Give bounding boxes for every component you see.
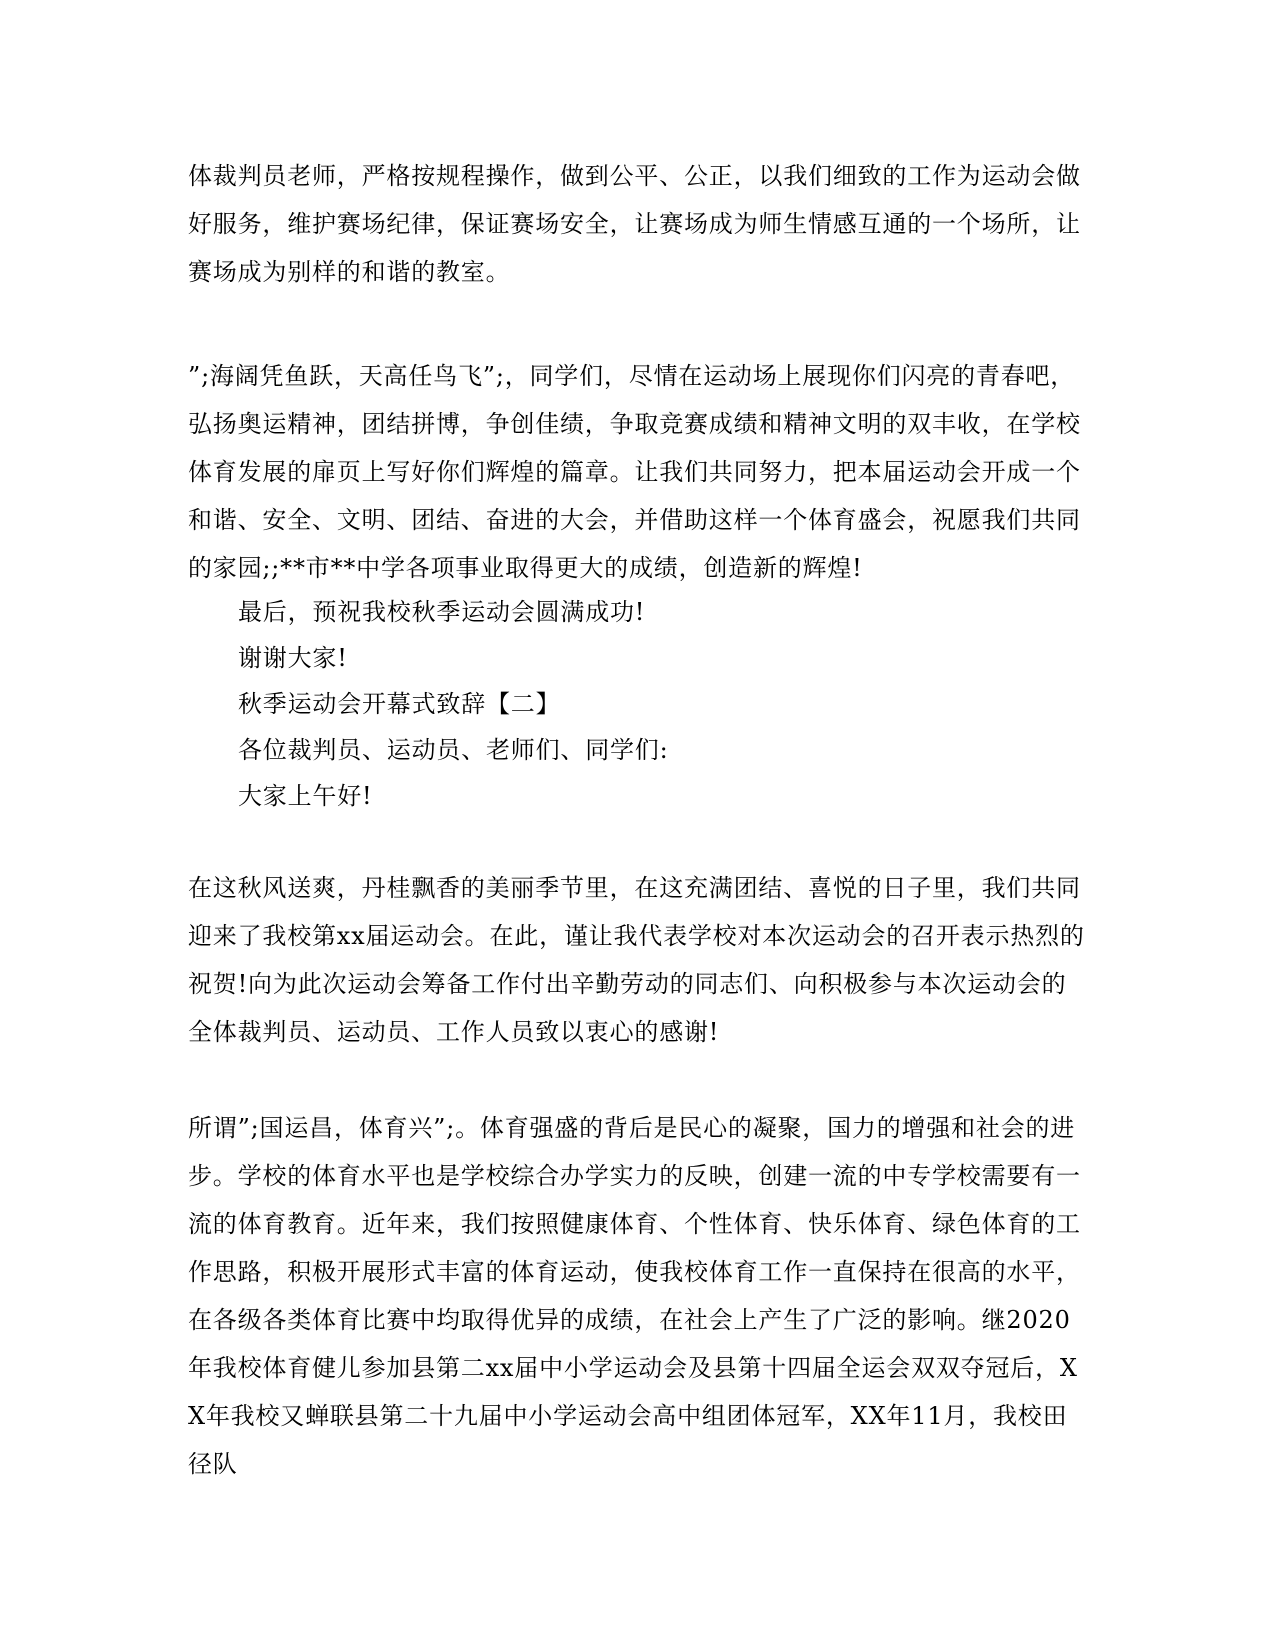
section-title: 秋季运动会开幕式致辞【二】 [238, 690, 561, 718]
thanks-line: 谢谢大家! [238, 644, 348, 672]
salutation-line: 各位裁判员、运动员、老师们、同学们: [238, 736, 669, 764]
paragraph-referee-duties: 体裁判员老师，严格按规程操作，做到公平、公正，以我们细致的工作为运动会做好服务，维护赛场纪律，保证赛场安全，让赛场成为师生情感互通的一个场所，让赛场成为别样的和谐的教室。 [188, 162, 1081, 286]
paragraph-opening-congratulations: 在这秋风送爽，丹桂飘香的美丽季节里，在这充满团结、喜悦的日子里，我们共同迎来了我校第xx届运动会。在此，谨让我代表学校对本次运动会的召开表示热烈的祝贺!向为此次运动会筹备工作付出辛勤劳动的同志们、向积极参与本次运动会的全体裁判员、运动员、工作人员致以衷心的感谢! [188, 874, 1085, 1046]
paragraph-sports-achievements: 所谓”;国运昌，体育兴”;。体育强盛的背后是民心的凝聚，国力的增强和社会的进步。学校的体育水平也是学校综合办学实力的反映，创建一流的中专学校需要有一流的体育教育。近年来，我们按照健康体育、个性体育、快乐体育、绿色体育的工作思路，积极开展形式丰富的体育运动，使我校体育工作一直保持在很高的水平，在各级各类体育比赛中均取得优异的成绩，在社会上产生了广泛的影响。继2020年我校体育健儿参加县第二xx届中小学运动会及县第十四届全运会双双夺冠后，XX年我校又蝉联县第二十九届中小学运动会高中组团体冠军，XX年11月，我校田径队 [188, 1114, 1081, 1478]
closing-wish-line: 最后，预祝我校秋季运动会圆满成功! [238, 598, 646, 626]
paragraph-encouragement: ”;海阔凭鱼跃，天高任鸟飞”;，同学们，尽情在运动场上展现你们闪亮的青春吧，弘扬奥运精神，团结拼博，争创佳绩，争取竞赛成绩和精神文明的双丰收，在学校体育发展的扉页上写好你们辉煌的篇章。让我们共同努力，把本届运动会开成一个和谐、安全、文明、团结、奋进的大会，并借助这样一个体育盛会，祝愿我们共同的家园;;**市**中学各项事业取得更大的成绩，创造新的辉煌! [188, 362, 1081, 582]
greeting-line: 大家上午好! [238, 782, 373, 810]
